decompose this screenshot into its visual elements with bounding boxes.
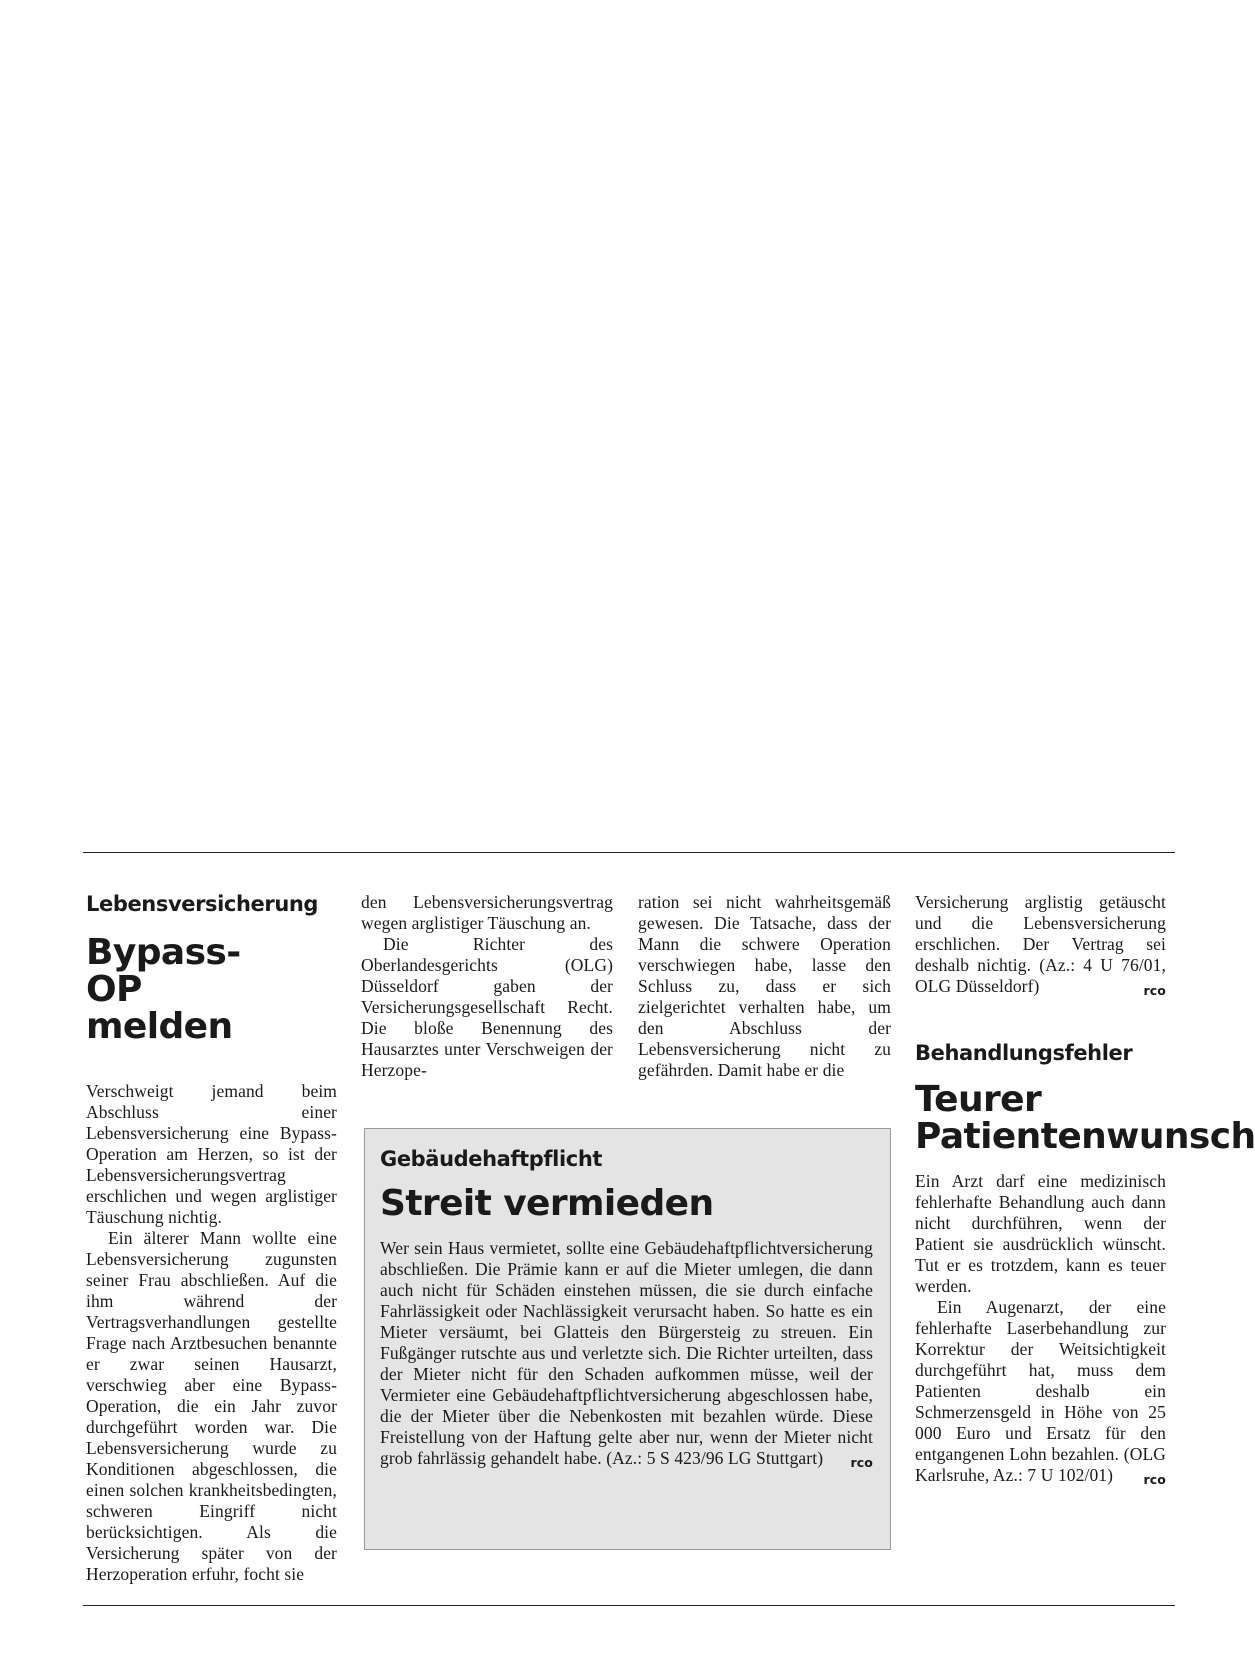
box-paragraph-text: Wer sein Haus vermietet, sollte eine Gebäudehaftpflichtversicherung abschließen. Die Prämie kann er auf die Mieter umlegen, die dann auch nicht für Schäden einstehen müssen, die sie durch einfache Fahrlässigkeit oder Nachlässigkeit verursacht haben. So hatte es ein Mieter versäumt, bei Glatteis den Bürgersteig zu streuen. Ein Fußgänger rutschte aus und verletzte sich. Die Richter urteilten, dass der Mieter nicht für den Schaden aufkommen müsse, weil der Vermieter eine Gebäudehaftpflichtversicherung abgeschlossen habe, die der Mieter über die Nebenkosten mit bezahlen würde. Diese Freistellung von der Haftung gelte aber nur, wenn der Mieter nicht grob fahrlässig gehandelt habe. (Az.: 5 S 423/96 LG Stuttgart) xyxy=(380,1238,873,1468)
article-paragraph-text: Ein Augenarzt, der eine fehlerhafte Laserbehandlung zur Korrektur der Weitsichtigkeit durchgeführt hat, muss dem Patienten deshalb ein Schmerzensgeld in Höhe von 25 000 Euro und Ersatz für den entgangenen Lohn bezahlen. (OLG Karlsruhe, Az.: 7 U 102/01) xyxy=(915,1297,1166,1485)
article-column-2 xyxy=(361,892,613,1081)
top-rule xyxy=(83,852,1175,853)
article-lead: Ein Arzt darf eine medizinisch fehlerhafte Behandlung auch dann nicht durchführen, wenn der Patient sie ausdrücklich wünscht. Tut er es trotzdem, kann es teuer werden. xyxy=(915,1171,1166,1296)
article-paragraph xyxy=(915,1297,1166,1486)
highlight-box xyxy=(364,1128,891,1550)
box-kicker: Gebäudehaftpflicht xyxy=(380,1147,603,1171)
author-signature: rco xyxy=(1143,1472,1166,1487)
article-column-4 xyxy=(915,892,1255,1490)
article-paragraph: Die Richter des Oberlandesgerichts (OLG) Düsseldorf gaben der Versicherungsgesellschaft Recht. Die bloße Benennung des Hausarztes unter Verschweigen der Herzope- xyxy=(361,934,613,1080)
article-headline: Teurer Patientenwunsch xyxy=(915,1079,1255,1157)
article-paragraph: ration sei nicht wahrheitsgemäß gewesen. Die Tatsache, dass der Mann die schwere Operation verschwiegen habe, lasse den Schluss zu, dass er sich zielgerichtet verhalten habe, um den Abschluss der Lebensversicherung nicht zu gefährden. Damit habe er die xyxy=(638,892,891,1080)
article-column-3 xyxy=(638,892,891,1081)
article-lead: Verschweigt jemand beim Abschluss einer Lebensversicherung eine Bypass-Operation am Herzen, so ist der Lebensversicherungsvertrag erschlichen und wegen arglistiger Täuschung nichtig. xyxy=(86,1081,337,1227)
article-headline: Bypass-OP melden xyxy=(86,932,241,1047)
bottom-rule xyxy=(83,1605,1175,1606)
article-kicker: Behandlungsfehler xyxy=(915,1041,1133,1065)
article-paragraph: Ein älterer Mann wollte eine Lebensversicherung zugunsten seiner Frau abschließen. Auf die ihm während der Vertragsverhandlungen gestellte Frage nach Arztbesuchen benannte er zwar seinen Hausarzt, verschwieg aber eine Bypass-Operation, die ein Jahr zuvor durchgeführt worden war. Die Lebensversicherung wurde zu Konditionen abgeschlossen, die einen solchen krankheitsbedingten, schweren Eingriff nicht berücksichtigen. Als die Versicherung später von der Herzoperation erfuhr, focht sie xyxy=(86,1228,337,1584)
article-paragraph-text: Versicherung arglistig getäuscht und die Lebensversicherung erschlichen. Der Vertrag sei deshalb nichtig. (Az.: 4 U 76/01, OLG Düsseldorf) xyxy=(915,892,1166,996)
author-signature: rco xyxy=(1143,983,1166,998)
author-signature: rco xyxy=(850,1455,873,1470)
article-paragraph xyxy=(915,892,1166,997)
article-paragraph: den Lebensversicherungsvertrag wegen arglistiger Täuschung an. xyxy=(361,892,613,933)
article-column-1 xyxy=(86,892,337,1585)
box-paragraph xyxy=(380,1238,873,1469)
article-kicker: Lebensversicherung xyxy=(86,892,319,916)
box-headline: Streit vermieden xyxy=(380,1183,714,1224)
